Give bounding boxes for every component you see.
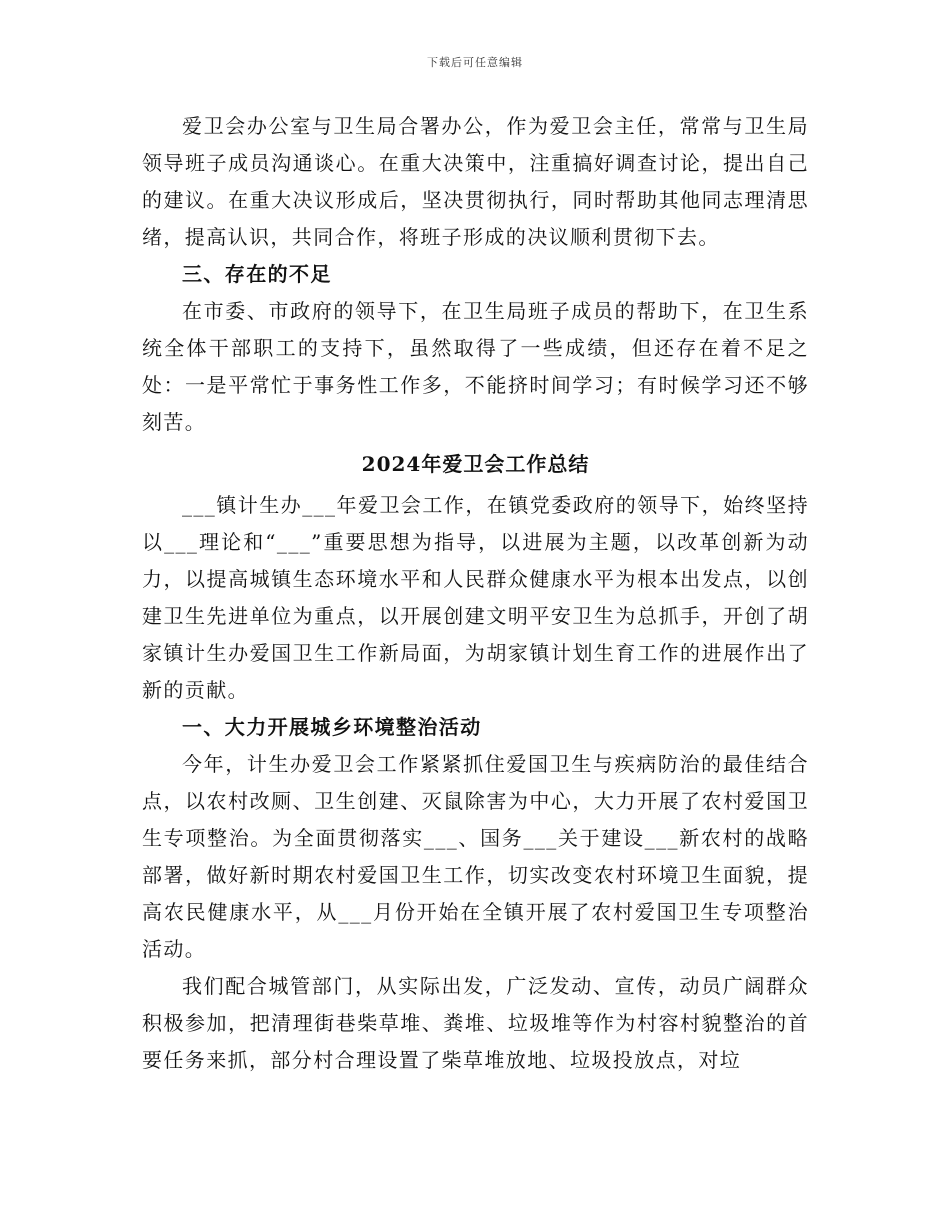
document-title: 2024年爱卫会工作总结 — [361, 452, 590, 476]
paragraph-1: 爱卫会办公室与卫生局合署办公，作为爱卫会主任，常常与卫生局领导班子成员沟通谈心。在重大决策中，注重搞好调查讨论，提出自己的建议。在重大决议形成后，坚决贯彻执行，同时帮助其他同志理清思绪，提高认识，共同合作，将班子形成的决议顺利贯彻下去。 — [142, 114, 809, 249]
section-heading-1: 一、大力开展城乡环境整治活动 — [182, 715, 482, 739]
page-header-note: 下载后可任意编辑 — [427, 56, 523, 69]
paragraph-4: 今年，计生办爱卫会工作紧紧抓住爱国卫生与疾病防治的最佳结合点，以农村改厕、卫生创建、灭鼠除害为中心，大力开展了农村爱国卫生专项整治。为全面贯彻落实___、国务___关于建设___新农村的战略部署，做好新时期农村爱国卫生工作，切实改变农村环境卫生面貌，提高农民健康水平，从___月份开始在全镇开展了农村爱国卫生专项整治活动。 — [142, 752, 809, 961]
section-heading-3: 三、存在的不足 — [182, 262, 332, 286]
paragraph-5: 我们配合城管部门，从实际出发，广泛发动、宣传，动员广阔群众积极参加，把清理街巷柴草堆、粪堆、垃圾堆等作为村容村貌整治的首要任务来抓，部分村合理设置了柴草堆放地、垃圾投放点，对垃 — [142, 974, 809, 1072]
paragraph-3: ___镇计生办___年爱卫会工作，在镇党委政府的领导下，始终坚持以___理论和“___”重要思想为指导，以进展为主题，以改革创新为动力，以提高城镇生态环境水平和人民群众健康水平为根本出发点，以创建卫生先进单位为重点，以开展创建文明平安卫生为总抓手，开创了胡家镇计生办爱国卫生工作新局面，为胡家镇计划生育工作的进展作出了新的贡献。 — [142, 493, 809, 702]
document-body — [142, 108, 809, 1079]
paragraph-2: 在市委、市政府的领导下，在卫生局班子成员的帮助下，在卫生系统全体干部职工的支持下，虽然取得了一些成绩，但还存在着不足之处：一是平常忙于事务性工作多，不能挤时间学习；有时候学习还不够刻苦。 — [142, 299, 809, 434]
